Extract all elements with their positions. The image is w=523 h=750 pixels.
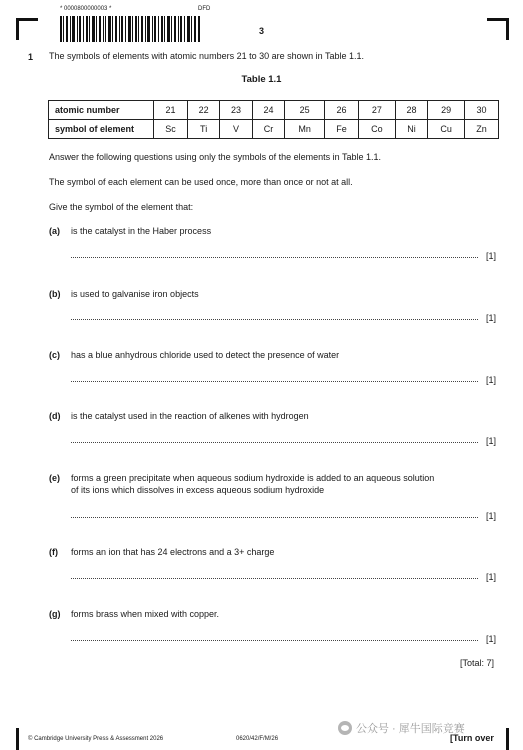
table-cell: 22 (187, 101, 219, 120)
barcode-text: * 0000800000003 * (60, 6, 112, 12)
instruction-text: Answer the following questions using only the symbols of the elements in Table 1.1. (49, 152, 382, 162)
table-row-header: atomic number (49, 101, 154, 120)
table-cell: Zn (465, 120, 499, 139)
answer-line[interactable] (71, 516, 478, 518)
part-label: (f) (49, 547, 58, 557)
total-marks: [Total: 7] (460, 658, 495, 668)
part-label: (a) (49, 226, 60, 236)
table-cell: Sc (154, 120, 188, 139)
table-caption: Table 1.1 (241, 74, 282, 85)
turn-over-label: [Turn over (450, 733, 494, 743)
part-label: (e) (49, 473, 60, 483)
mark-allocation: [1] (486, 313, 497, 323)
part-text: of its ions which dissolves in excess aqueous sodium hydroxide (71, 485, 325, 495)
part-text: is used to galvanise iron objects (71, 289, 199, 299)
part-label: (g) (49, 609, 61, 619)
mark-allocation: [1] (486, 634, 497, 644)
instruction-text: The symbol of each element can be used once, more than once or not at all. (49, 177, 353, 187)
part-text: has a blue anhydrous chloride used to detect the presence of water (71, 350, 340, 360)
answer-line[interactable] (71, 639, 478, 641)
mark-allocation: [1] (486, 375, 497, 385)
watermark (338, 720, 465, 736)
part-label: (c) (49, 350, 60, 360)
answer-line[interactable] (71, 577, 478, 579)
corner-mark-bottom-right (506, 728, 509, 750)
table-cell: 29 (428, 101, 465, 120)
corner-mark-top-left (16, 18, 38, 21)
table-cell: 30 (465, 101, 499, 120)
answer-line[interactable] (71, 256, 478, 258)
mark-allocation: [1] (486, 436, 497, 446)
part-text: forms an ion that has 24 electrons and a 3+ charge (71, 547, 275, 557)
paper-code: 0620/42/F/M/26 (236, 736, 279, 742)
table-cell: 23 (220, 101, 252, 120)
table-cell: Cr (252, 120, 284, 139)
table-cell: 26 (325, 101, 359, 120)
copyright-notice: © Cambridge University Press & Assessment 2026 (28, 736, 164, 742)
question-intro: The symbols of elements with atomic numbers 21 to 30 are shown in Table 1.1. (49, 51, 364, 61)
table-cell: Fe (325, 120, 359, 139)
table-cell: V (220, 120, 252, 139)
table-cell: 21 (154, 101, 188, 120)
table-row-header: symbol of element (49, 120, 154, 139)
question-number: 1 (28, 52, 34, 62)
table-row (49, 120, 499, 139)
part-text: forms brass when mixed with copper. (71, 609, 220, 619)
part-label: (b) (49, 289, 61, 299)
watermark-text: 公众号 · 犀牛国际竞赛 (356, 723, 465, 735)
part-text: is the catalyst in the Haber process (71, 226, 212, 236)
table-cell: 25 (285, 101, 325, 120)
table-cell: 24 (252, 101, 284, 120)
elements-table (48, 100, 499, 139)
table-cell: Mn (285, 120, 325, 139)
corner-mark-bottom-left (16, 728, 19, 750)
paper-code-label: DFD (198, 6, 211, 12)
answer-line[interactable] (71, 380, 478, 382)
part-label: (d) (49, 411, 61, 421)
table-cell: Ni (395, 120, 427, 139)
mark-allocation: [1] (486, 251, 497, 261)
table-cell: 28 (395, 101, 427, 120)
table-row (49, 101, 499, 120)
table-cell: Co (358, 120, 395, 139)
part-text: forms a green precipitate when aqueous sodium hydroxide is added to an aqueous solution (71, 473, 435, 483)
mark-allocation: [1] (486, 511, 497, 521)
table-cell: 27 (358, 101, 395, 120)
answer-line[interactable] (71, 441, 478, 443)
table-cell: Cu (428, 120, 465, 139)
answer-line[interactable] (71, 318, 478, 320)
part-text: is the catalyst used in the reaction of alkenes with hydrogen (71, 411, 309, 421)
wechat-icon (338, 721, 352, 735)
page-number: 3 (258, 26, 264, 36)
instruction-text: Give the symbol of the element that: (49, 202, 194, 212)
table-cell: Ti (187, 120, 219, 139)
mark-allocation: [1] (486, 572, 497, 582)
